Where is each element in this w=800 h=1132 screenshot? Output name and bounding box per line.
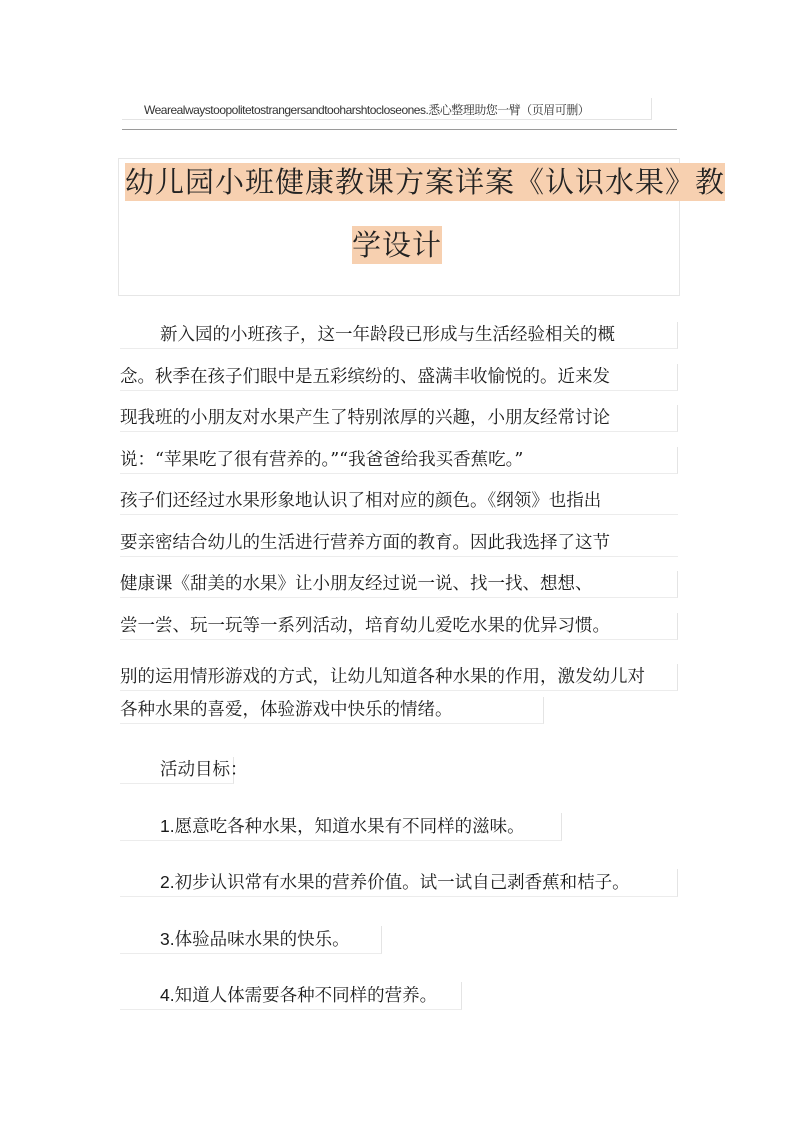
objective-number: 4.	[160, 985, 175, 1005]
objectives-heading: 活动目标：	[120, 757, 234, 784]
body-line: 要亲密结合幼儿的生活进行营养方面的教育。因此我选择了这节	[120, 530, 678, 557]
header-text: Wearealwaystoopolitetostrangersandtooharshtocloseones.悉心整理助您一臂（页眉可删）	[144, 103, 590, 117]
body-line: 新入园的小班孩子，这一年龄段已形成与生活经验相关的概	[120, 322, 678, 349]
objective-text: 初步认识常有水果的营养价值。试一试自己剥香蕉和桔子。	[174, 873, 630, 893]
body-line: 孩子们还经过水果形象地认识了相对应的颜色。《纲领》也指出	[120, 488, 678, 515]
objective-item	[120, 813, 562, 841]
objective-item	[120, 869, 678, 897]
page-header	[122, 98, 652, 120]
body-line: 别的运用情形游戏的方式，让幼儿知道各种水果的作用，激发幼儿对	[120, 664, 678, 691]
body-line: 说：“苹果吃了很有营养的。”“我爸爸给我买香蕉吃。”	[120, 447, 678, 474]
objective-number: 3.	[160, 929, 175, 949]
objective-text: 体验品味水果的快乐。	[174, 930, 350, 950]
objective-item	[120, 982, 462, 1010]
document-title-line-1: 幼儿园小班健康教课方案详案《认识水果》教	[125, 165, 726, 199]
body-line: 现我班的小朋友对水果产生了特别浓厚的兴趣，小朋友经常讨论	[120, 405, 678, 432]
body-line: 念。秋季在孩子们眼中是五彩缤纷的、盛满丰收愉悦的。近来发	[120, 364, 678, 391]
objective-number: 1.	[160, 816, 175, 836]
objective-number: 2.	[160, 872, 175, 892]
header-divider	[122, 129, 677, 130]
objective-text: 知道人体需要各种不同样的营养。	[174, 986, 438, 1006]
body-line: 各种水果的喜爱，体验游戏中快乐的情绪。	[120, 697, 544, 724]
document-title-line-2: 学设计	[352, 228, 443, 262]
body-line: 尝一尝、玩一玩等一系列活动，培育幼儿爱吃水果的优异习惯。	[120, 613, 678, 640]
objective-item	[120, 926, 382, 954]
body-line: 健康课《甜美的水果》让小朋友经过说一说、找一找、想想、	[120, 571, 678, 598]
objective-text: 愿意吃各种水果，知道水果有不同样的滋味。	[174, 817, 525, 837]
